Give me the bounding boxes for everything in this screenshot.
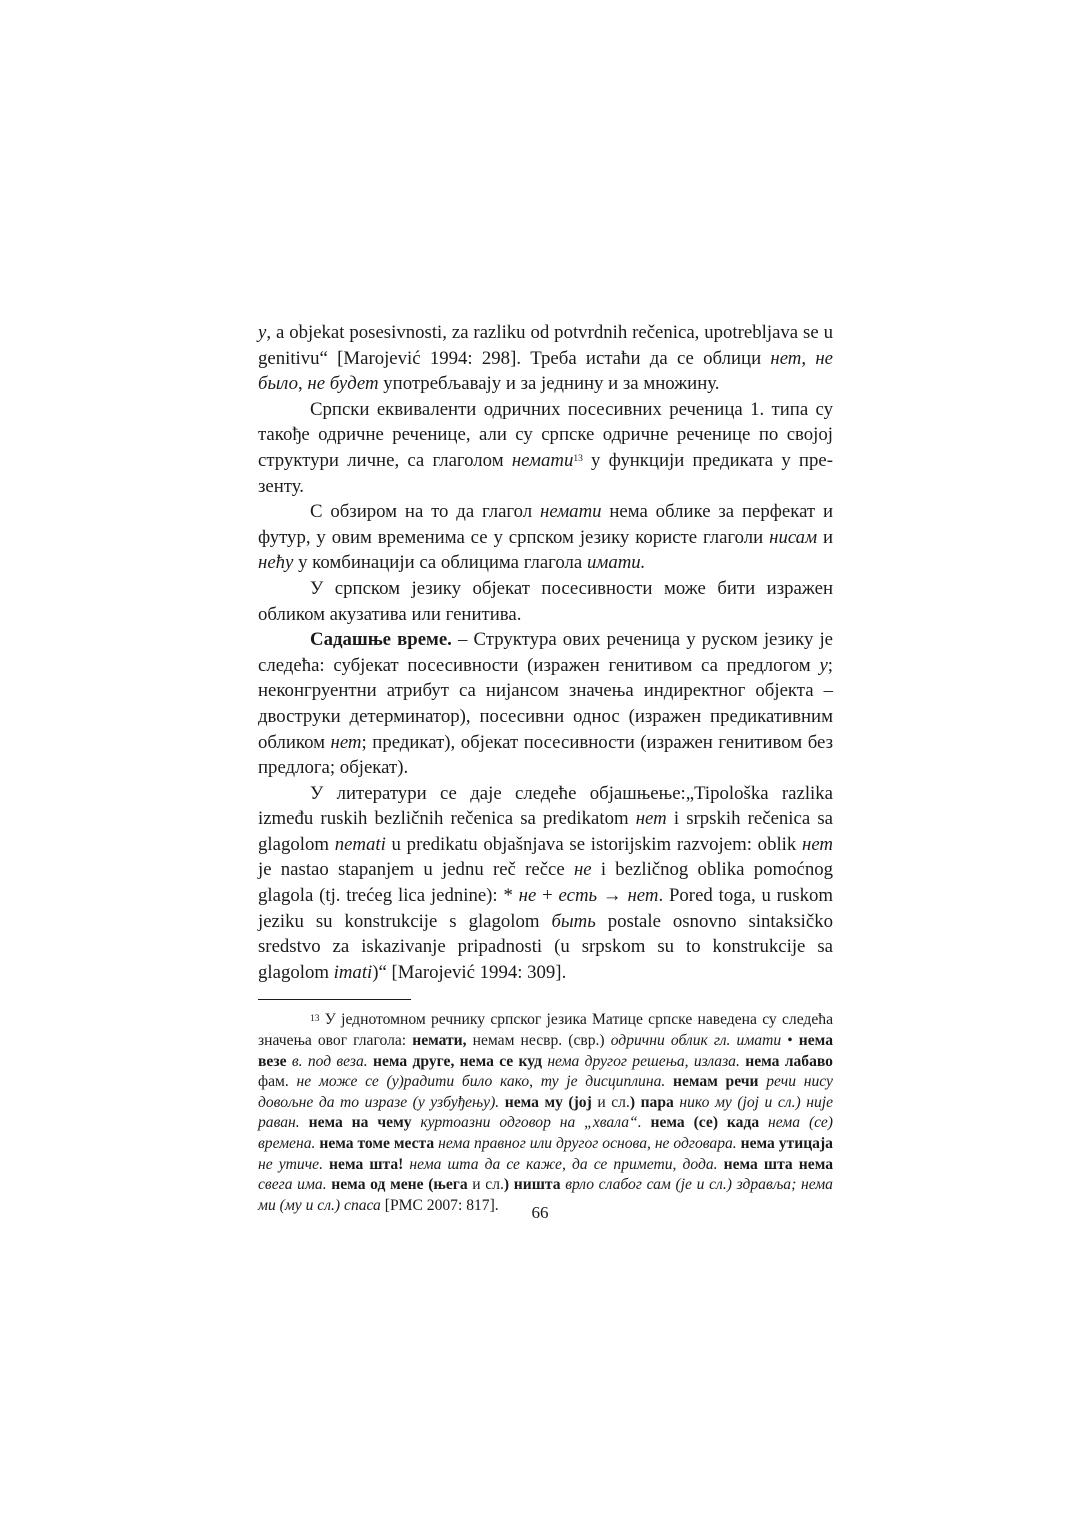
text-run: нема облике за перфекат и футур, у овим временима се у српском језику користе глаголи — [258, 501, 834, 548]
text-run: + — [536, 885, 559, 907]
text-run: je nastao stapanjem u jednu reč rečce — [258, 859, 574, 881]
text-run: употребљавају и за једнину и за множину. — [378, 373, 720, 395]
text-run: Српски еквиваленти одричних посесивних реченица 1. типа су такође одричне реченице, али су српске одричне реченице по својој структури личне, са глаголом — [258, 398, 833, 471]
paragraph-6 — [258, 781, 833, 986]
text-run: свега има. — [258, 1176, 327, 1194]
text-run: нисам — [769, 526, 818, 548]
text-run: У српском језику објекат посесивности може бити изражен обликом акузатива или генитива. — [258, 577, 833, 625]
text-run: нет — [635, 808, 667, 830]
text-run: нема шта да се каже, да се примети, дода. — [409, 1155, 718, 1173]
text-run: )“ [Marojević 1994: 309]. — [372, 961, 567, 983]
page-number: 66 — [531, 1203, 549, 1222]
paragraph-1 — [258, 320, 833, 397]
text-run: ; предикат), објекат посесивности (изражен генитивом без предлога; објекат). — [258, 731, 834, 779]
text-run: немати, — [412, 1032, 467, 1050]
text-run: нико му (јој и сл.) није раван. — [258, 1093, 834, 1132]
footnote-13 — [258, 1010, 833, 1216]
text-run: ) ништа — [503, 1176, 561, 1194]
text-run: немам несвр. (свр.) — [466, 1032, 611, 1050]
text-run: нема везе — [258, 1032, 833, 1070]
text-run — [300, 1114, 309, 1131]
text-run: в. под веза. — [291, 1052, 368, 1070]
text-run: нема на чему — [308, 1114, 412, 1132]
text-run: • — [781, 1032, 799, 1050]
paragraph-3 — [258, 499, 833, 576]
text-run: i srpskih rečenica sa glagolom — [258, 808, 833, 855]
text-run: У једнотомном речнику српског језика Матице српске наведена су следећа значења овог глагола: — [258, 1011, 833, 1050]
text-run: Садашње време. — [310, 629, 452, 651]
text-run: и — [817, 526, 833, 548]
paragraph-5 — [258, 627, 833, 781]
text-run: фам. — [258, 1073, 297, 1091]
text-run: не утиче. — [258, 1155, 323, 1173]
text-run: и сл. — [591, 1093, 630, 1111]
text-run: postale osnovno sintaksičko sredstvo za iskazivanje pripadnosti (u srpskom su to konstrukcije sa glagolom — [258, 910, 833, 983]
text-run: нема од мене (њега — [331, 1176, 468, 1194]
text-run: и сл. — [467, 1176, 504, 1194]
text-run: – Структура ових реченица у руском језику је следећа: субјекат посесивности (изражен генитивом са предлогом — [258, 629, 833, 676]
text-run: [РМС 2007: 817]. — [380, 1196, 499, 1214]
text-run: у — [258, 322, 267, 343]
text-run: нема друге, нема се куд — [372, 1052, 542, 1070]
footnote-ref: 13 — [573, 453, 583, 464]
text-run: быть — [551, 910, 596, 932]
footnote-divider — [258, 999, 411, 1000]
text-run: нема лабаво — [745, 1052, 833, 1070]
text-run: нема томе места — [319, 1135, 435, 1152]
text-run: не было — [258, 347, 833, 395]
text-run: нет — [802, 833, 834, 855]
text-run: нема шта! — [329, 1155, 404, 1173]
text-run: нема (се) времена. — [258, 1114, 833, 1152]
text-run: u predikatu objašnjava se istorijskim razvojem: oblik — [385, 833, 803, 855]
text-run: нет — [627, 885, 659, 907]
text-run: не — [573, 859, 592, 881]
text-run — [759, 1114, 768, 1131]
text-run: , a objekat posesivnosti, za razliku od potvrdnih rečenica, upotrebljava se u genitivu“ [Marojević 1994: 298]. Треба истаћи да се облици — [258, 322, 833, 369]
text-run: . Pored toga, u ruskom jeziku su konstrukcije s glagolom — [258, 885, 833, 932]
text-run: нет — [770, 347, 802, 369]
paragraph-2 — [258, 397, 833, 499]
text-run: не — [518, 885, 537, 907]
text-run: одрични облик гл. имати — [610, 1032, 782, 1050]
text-run: имати. — [586, 552, 646, 574]
text-run: , — [297, 373, 308, 395]
text-run: есть — [558, 885, 598, 907]
text-run — [665, 1073, 673, 1090]
text-run: врло слабог сам (је и сл.) здравља; нема ми (му и сл.) спаса — [258, 1176, 833, 1214]
text-run: нема шта нема — [723, 1155, 834, 1173]
text-run: нет — [330, 731, 362, 753]
text-run: → — [597, 885, 628, 907]
text-run: У литератури се даје следеће објашњење:„Tipološka razlika između ruskih bezličnih rečenica sa predikatom — [258, 782, 833, 830]
text-run: ) пара — [629, 1093, 674, 1111]
text-run: немати — [511, 449, 574, 471]
text-run: у — [819, 654, 828, 676]
text-run: i bezličnog oblika pomoćnog glagola (tj. trećeg lica jednine): * — [258, 859, 833, 907]
text-run: нема му (јој — [504, 1093, 592, 1111]
text-run: , — [801, 347, 816, 369]
text-run: у функцији предиката у презенту. — [258, 449, 833, 497]
text-run: немам речи — [673, 1073, 759, 1091]
text-run: не може се (у)радити било како, ту је дисциплина. — [296, 1073, 666, 1091]
text-run: речи нису довољне да то изразе (у узбуђењу). — [258, 1073, 833, 1111]
text-run: нема правног или другог основа, не одговара. — [438, 1135, 737, 1152]
text-run: nemati — [334, 833, 386, 855]
text-run: ; неконгруентни атрибут са нијансом значења индиректног објекта – двоструки детерминатор), посесивни однос (изражен предикативним обликом — [258, 654, 833, 753]
page-body — [258, 320, 833, 1216]
footnote-ref: 13 — [310, 1014, 320, 1025]
text-run: нећу — [258, 552, 294, 574]
text-run: С обзиром на то да глагол — [310, 501, 541, 523]
text-run: не будет — [307, 373, 379, 395]
text-run: imati — [333, 961, 373, 983]
text-run: немати — [540, 501, 602, 523]
text-run: нема (се) када — [650, 1114, 760, 1132]
text-run: куртоазни одговор на „хвала“. — [420, 1114, 642, 1132]
text-run: у комбинацији са облицима глагола — [293, 552, 587, 574]
paragraph-4 — [258, 576, 833, 627]
text-run: нема утицаја — [740, 1135, 833, 1152]
text-run: нема другог решења, излаза. — [547, 1052, 740, 1070]
